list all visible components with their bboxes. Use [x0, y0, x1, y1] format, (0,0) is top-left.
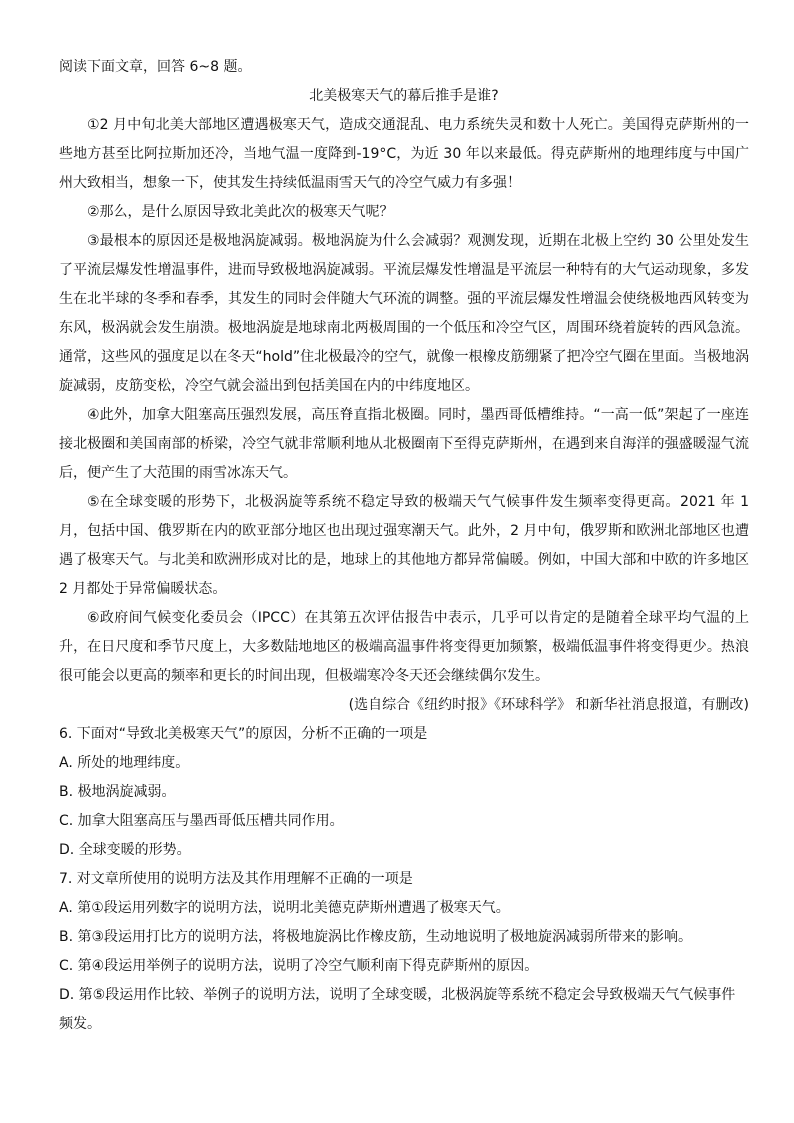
question-6-option-c: C. 加拿大阻塞高压与墨西哥低压槽共同作用。	[59, 813, 344, 829]
article-paragraph-4: ④此外，加拿大阻塞高压强烈发展，高压脊直指北极圈。同时，墨西哥低槽维持。“一高一低”架起了一座连接北极圈和美国南部的桥梁，冷空气就非常顺利地从北极圈南下至得克萨斯州，在遇到来自海洋的强盛暖湿气流后，便产生了大范围的雨雪冰冻天气。	[59, 407, 749, 481]
article-source: (选自综合《纽约时报》《环球科学》 和新华社消息报道，有删改)	[348, 697, 749, 713]
question-7-option-b: B. 第③段运用打比方的说明方法，将极地旋涡比作橡皮筋，生动地说明了极地旋涡减弱所带来的影响。	[59, 929, 693, 945]
article-paragraph-1: ①2 月中旬北美大部地区遭遇极寒天气，造成交通混乱、电力系统失灵和数十人死亡。美国得克萨斯州的一些地方甚至比阿拉斯加还冷，当地气温一度降到-19°C，为近 30 年以来最低。得克萨斯州的地理纬度与中国广州大致相当，想象一下，使其发生持续低温雨雪天气的冷空气威力有多强！	[59, 117, 749, 191]
question-7-option-c: C. 第④段运用举例子的说明方法，说明了冷空气顺利南下得克萨斯州的原因。	[59, 958, 539, 974]
article-title: 北美极寒天气的幕后推手是谁?	[309, 88, 499, 104]
question-6-option-b: B. 极地涡旋减弱。	[59, 784, 176, 800]
question-7-option-d: D. 第⑤段运用作比较、举例子的说明方法，说明了全球变暖，北极涡旋等系统不稳定会导致极端天气气候事件频发。	[59, 987, 736, 1032]
article-paragraph-6: ⑥政府间气候变化委员会（IPCC）在其第五次评估报告中表示，几乎可以肯定的是随着全球平均气温的上升，在日尺度和季节尺度上，大多数陆地地区的极端高温事件将变得更加频繁，极端低温事件将变得更少。热浪很可能会以更高的频率和更长的时间出现，但极端寒冷冬天还会继续偶尔发生。	[59, 610, 749, 684]
article-paragraph-2: ②那么，是什么原因导致北美此次的极寒天气呢？	[87, 204, 394, 220]
question-6-option-d: D. 全球变暖的形势。	[59, 842, 191, 858]
article-paragraph-5: ⑤在全球变暖的形势下，北极涡旋等系统不稳定导致的极端天气气候事件发生频率变得更高。2021 年 1 月，包括中国、俄罗斯在内的欧亚部分地区也出现过强寒潮天气。此外，2 月中旬，俄罗斯和欧洲北部地区也遭遇了极寒天气。与北美和欧洲形成对比的是，地球上的其他地方都异常偏暖。例如，中国大部和中欧的许多地区 2 月都处于异常偏暖状态。	[59, 494, 749, 597]
article-paragraph-3: ③最根本的原因还是极地涡旋减弱。极地涡旋为什么会减弱？观测发现，近期在北极上空约 30 公里处发生了平流层爆发性增温事件，进而导致极地涡旋减弱。平流层爆发性增温是平流层一种特有的大气运动现象，多发生在北半球的冬季和春季，其发生的同时会伴随大气环流的调整。强的平流层爆发性增温会使绕极地西风转变为东风，极涡就会发生崩溃。极地涡旋是地球南北两极周围的一个低压和冷空气区，周围环绕着旋转的西风急流。通常，这些风的强度足以在冬天“hold”住北极最冷的空气，就像一根橡皮筋绷紧了把冷空气圈在里面。当极地涡旋减弱，皮筋变松，冷空气就会溢出到包括美国在内的中纬度地区。	[59, 233, 749, 394]
question-6-stem: 6. 下面对“导致北美极寒天气”的原因，分析不正确的一项是	[59, 726, 428, 742]
question-7-option-a: A. 第①段运用列数字的说明方法，说明北美德克萨斯州遭遇了极寒天气。	[59, 900, 510, 916]
question-6-option-a: A. 所处的地理纬度。	[59, 755, 190, 771]
question-7-stem: 7. 对文章所使用的说明方法及其作用理解不正确的一项是	[59, 871, 413, 887]
reading-instruction: 阅读下面文章，回答 6~8 题。	[59, 59, 252, 75]
page-content	[59, 53, 749, 1039]
